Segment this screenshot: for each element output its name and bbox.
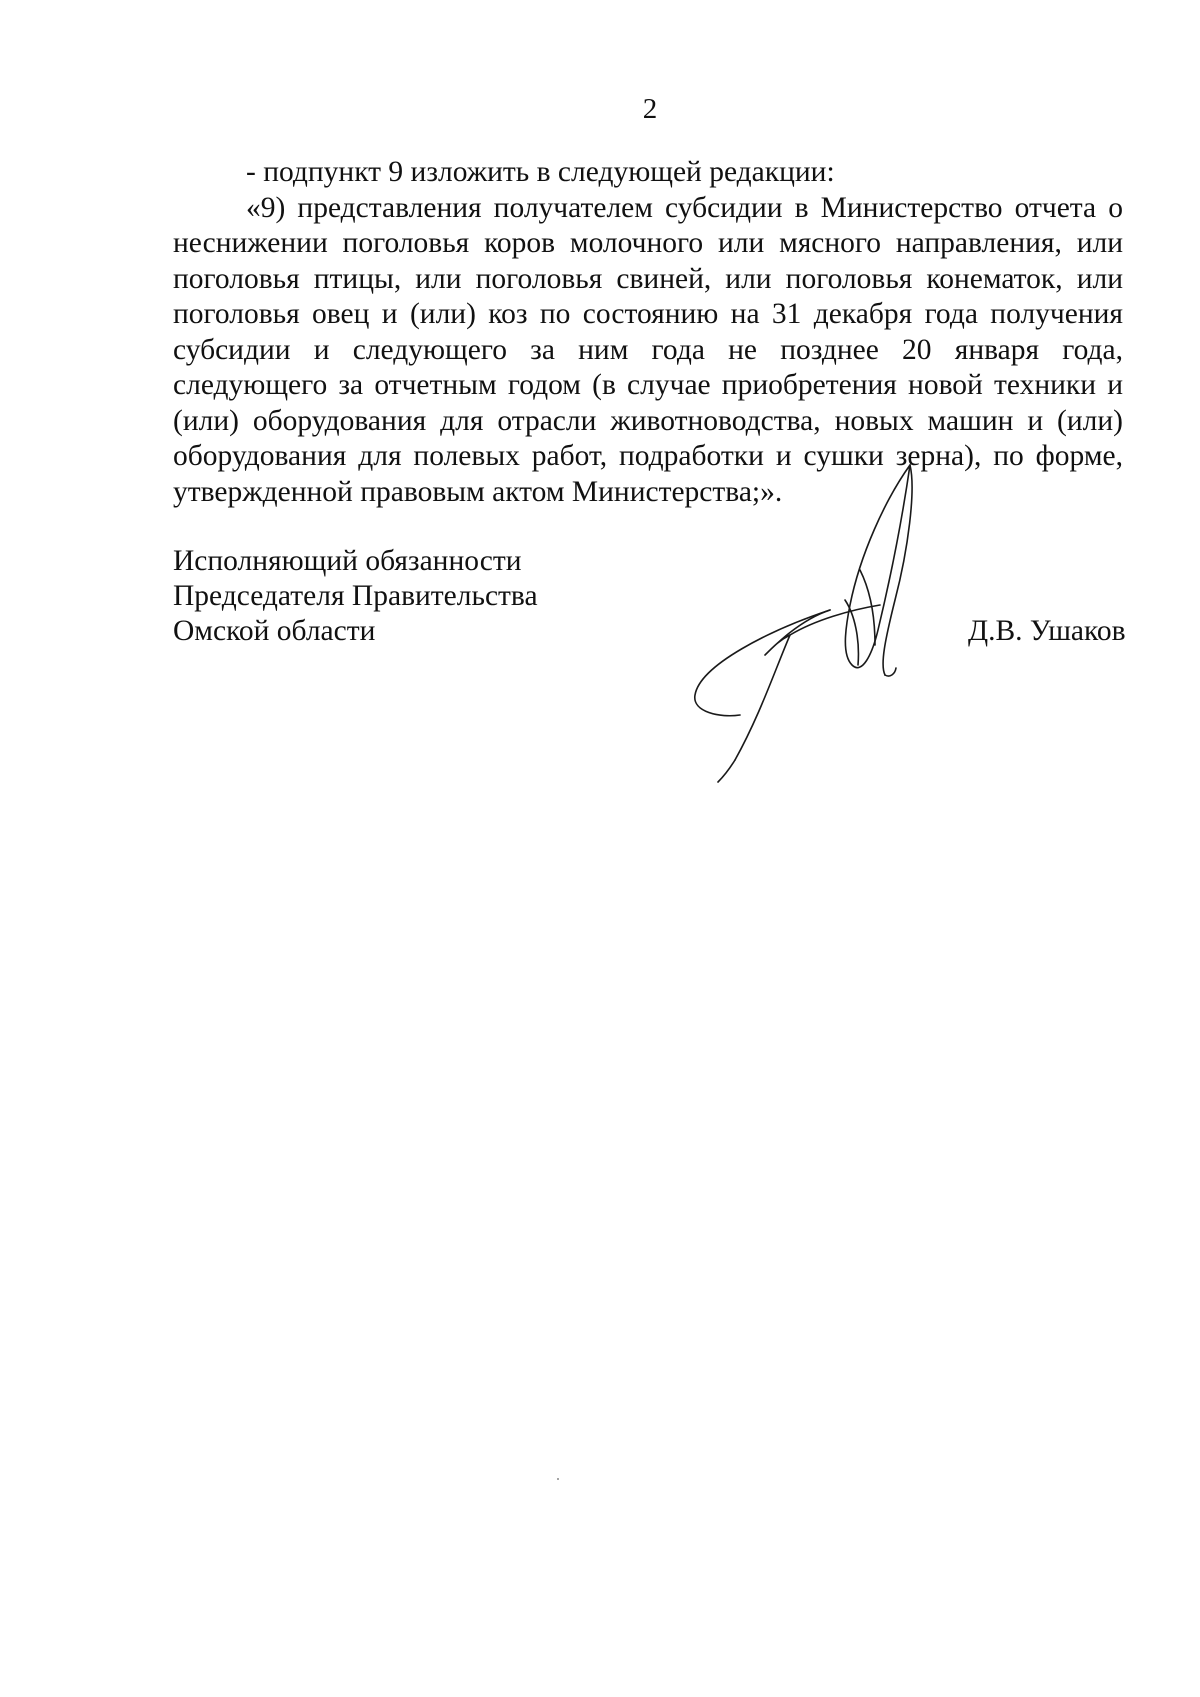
signatory-name: Д.В. Ушаков (968, 615, 1126, 647)
scan-speck (557, 1478, 559, 1480)
signatory-position-line: Омской области (173, 615, 376, 647)
signatory-position-line: Председателя Правительства (173, 580, 538, 612)
paragraph-subpoint-9: «9) представления получателем субсидии в Министерство отчета о неснижении поголовья коров молочного или мясного направления, или поголовья птицы, или поголовья свиней, или поголовья конематок, или поголовья овец и (или) коз по состоянию на 31 декабря года получения субсидии и следующего за ним года не позднее 20 января года, следующего за отчетным годом (в случае приобретения новой техники и (или) оборудования для отрасли животноводства, новых машин и (или) оборудования для полевых работ, подработки и сушки зерна), по форме, утвержденной правовым актом Министерства;». (173, 191, 1123, 508)
signatory-position (173, 544, 538, 649)
page-number: 2 (642, 93, 658, 125)
handwritten-signature (680, 440, 1000, 800)
paragraph-amendment-intro: - подпункт 9 изложить в следующей редакции: (246, 156, 835, 188)
signatory-position-line: Исполняющий обязанности (173, 545, 522, 577)
